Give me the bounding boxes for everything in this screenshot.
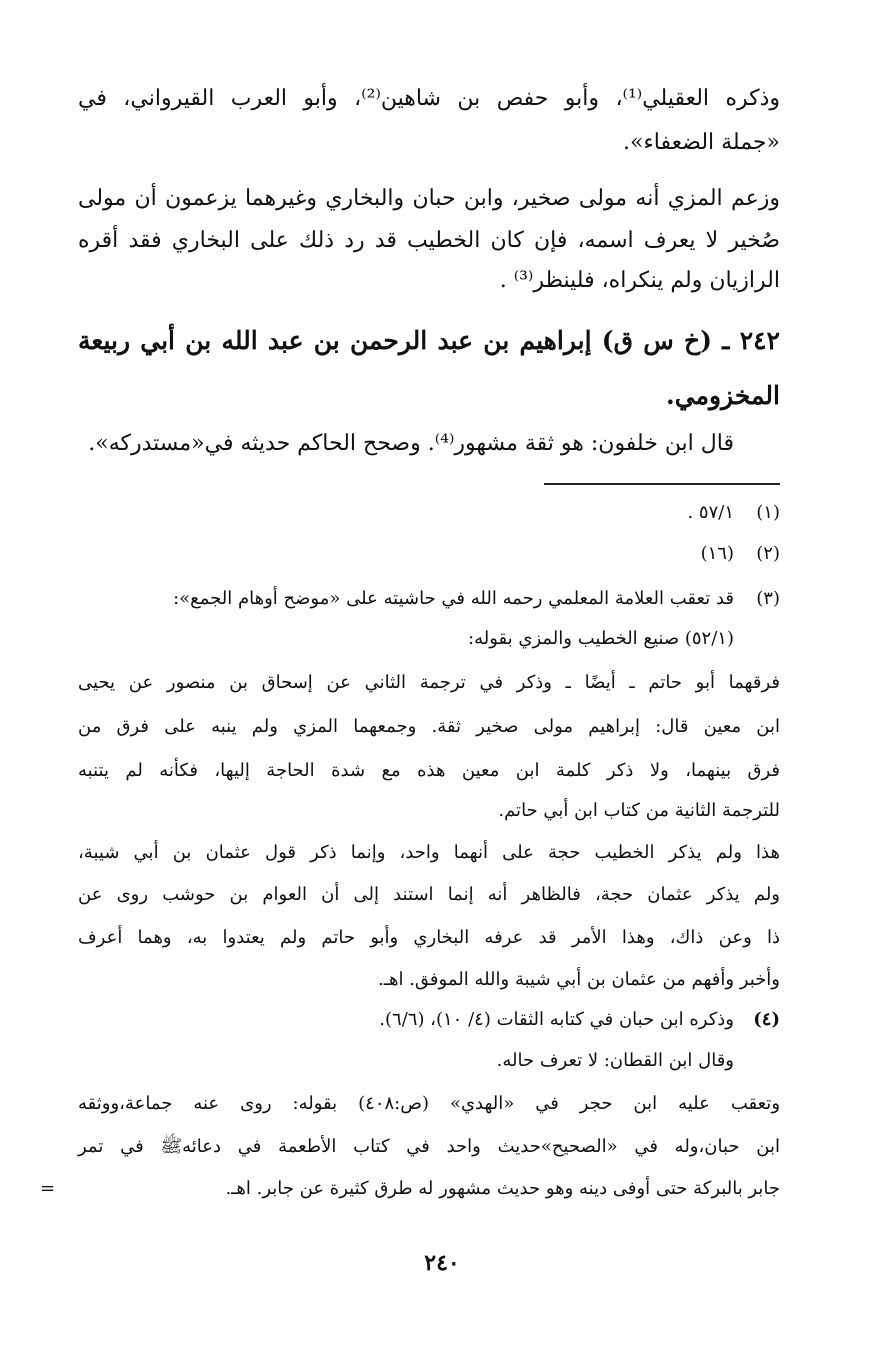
entry-text: قال ابن خلفون: هو ثقة مشهور⁽⁴⁾. وصحح الحاكم حديثه في«مستدركه». [88, 431, 734, 456]
footnote-4-line-5: جابر بالبركة حتى أوفى دينه وهو حديث مشهور له طرق كثيرة عن جابر. اهـ. [225, 1178, 780, 1199]
footnote-2-text: (١٦) [700, 543, 734, 564]
footnote-separator [544, 483, 780, 485]
footnote-1-number: (١) [756, 502, 780, 523]
footnote-3-number: (٣) [756, 588, 780, 609]
entry-heading-line-1: ٢٤٢ ـ (خ س ق) إبراهيم بن عبد الرحمن بن عبد الله بن أبي ربيعة [78, 326, 780, 355]
footnote-3-line-3: فرقهما أبو حاتم ـ أيضًا ـ وذكر في ترجمة الثاني عن إسحاق بن منصور عن يحيى [78, 672, 780, 693]
footnote-4-number: (٤) [753, 1009, 780, 1030]
paragraph-1-line-2: «جملة الضعفاء». [623, 130, 780, 155]
footnote-3-line-5: فرق بينهما، ولا ذكر كلمة ابن معين هذه مع شدة الحاجة إليها، فكأنه لم يتنبه [78, 760, 780, 781]
footnote-3-line-4: ابن معين قال: إبراهيم مولى صخير ثقة. وجمعهما المزي ولم ينبه على فرق من [78, 716, 780, 737]
footnote-2-number: (٢) [756, 543, 780, 564]
footnote-3-line-8: ولم يذكر عثمان حجة، فالظاهر أنه إنما استند إلى أن العوام بن حوشب روى عن [78, 884, 780, 905]
footnote-1-text: ٥٧/١ . [687, 502, 734, 523]
page-number: ٢٤٠ [424, 1250, 460, 1276]
footnote-3-line-2: (٥٢/١) صنيع الخطيب والمزي بقوله: [468, 628, 734, 649]
footnote-4-line-3: وتعقب عليه ابن حجر في «الهدي» (ص:٤٠٨) بقوله: روى عنه جماعة،ووثقه [78, 1093, 781, 1114]
footnote-3-line-9: ذا وعن ذاك، وهذا الأمر قد عرفه البخاري وأبو حاتم ولم يعتدوا به، وهما أعرف [78, 927, 780, 948]
footnote-3-line-10: وأخبر وأفهم من عثمان بن أبي شيبة والله الموفق. اهـ. [377, 969, 780, 990]
paragraph-1-line-1: وذكره العقيلي⁽¹⁾، وأبو حفص بن شاهين⁽²⁾، وأبو العرب القيرواني، في [78, 86, 781, 111]
footnote-3-line-6: للترجمة الثانية من كتاب ابن أبي حاتم. [498, 800, 780, 821]
footnote-4-line-1: وذكره ابن حبان في كتابه الثقات (٤/ ١٠)، (٦/٦). [379, 1009, 734, 1030]
paragraph-2-line-3: الرازيان ولم ينكراه، فلينظر⁽³⁾ . [499, 268, 780, 293]
footnote-3-line-7: هذا ولم يذكر الخطيب حجة على أنهما واحد، وإنما ذكر قول عثمان بن أبي شيبة، [78, 842, 780, 863]
entry-heading-line-2: المخزومي. [666, 381, 780, 410]
footnote-4-line-2: وقال ابن القطان: لا تعرف حاله. [496, 1050, 734, 1071]
footnote-4-line-4: ابن حبان،وله في «الصحيح»حديث واحد في كتاب الأطعمة في دعائهﷺ في تمر [78, 1136, 780, 1157]
paragraph-2-line-1: وزعم المزي أنه مولى صخير، وابن حبان والبخاري وغيرهما يزعمون أن مولى [78, 186, 780, 211]
paragraph-2-line-2: صُخير لا يعرف اسمه، فإن كان الخطيب قد رد ذلك على البخاري فقد أقره [78, 228, 780, 253]
footnote-3-line-1: قد تعقب العلامة المعلمي رحمه الله في حاشيته على «موضح أوهام الجمع»: [173, 588, 734, 609]
continuation-mark: = [40, 1178, 56, 1199]
